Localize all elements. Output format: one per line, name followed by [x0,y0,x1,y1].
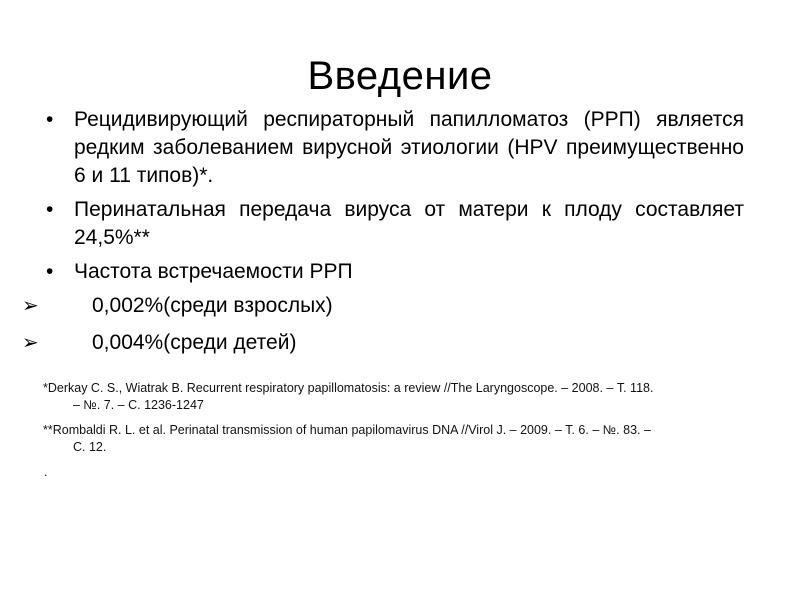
sub-item [20,329,744,357]
bullet-text: Перинатальная передача вируса от матери к плоду составляет 24,5%** [74,198,744,249]
sub-item-text: 0,004%(среди детей) [92,331,297,354]
bullet-list [22,106,744,366]
sub-item [20,292,744,320]
bullet-marker: • [46,108,54,131]
arrow-bullet-icon: ➢ [22,332,39,354]
bullet-marker: • [46,260,54,283]
reference-line: **Rombaldi R. L. et al. Perinatal transmission of human papilomavirus DNA //Virol J. – 2009. – Т. 6. – №. 83. – [43,423,651,437]
bullet-text: Рецидивирующий респираторный папилломатоз (РРП) является редким заболеванием вирусной этиологии (HPV преимущественно 6 и 11 типов)*. [74,108,744,187]
reference-line: С. 12. [73,440,107,454]
bullet-item [44,258,744,286]
trailing-dot: . [44,465,48,479]
reference [28,380,748,414]
bullet-text: Частота встречаемости РРП [74,260,353,283]
arrow-bullet-icon: ➢ [22,295,39,317]
bullet-marker: • [46,198,54,221]
reference-line: – №. 7. – С. 1236-1247 [73,398,204,412]
bullet-item [44,106,744,190]
slide-title: Введение [307,54,493,98]
reference [28,422,748,456]
reference-line: *Derkay C. S., Wiatrak B. Recurrent respiratory papillomatosis: a review //The Laryngoscope. – 2008. – Т. 118. [43,381,654,395]
bullet-item [44,196,744,252]
references [28,380,748,481]
sub-item-text: 0,002%(среди взрослых) [92,294,333,317]
